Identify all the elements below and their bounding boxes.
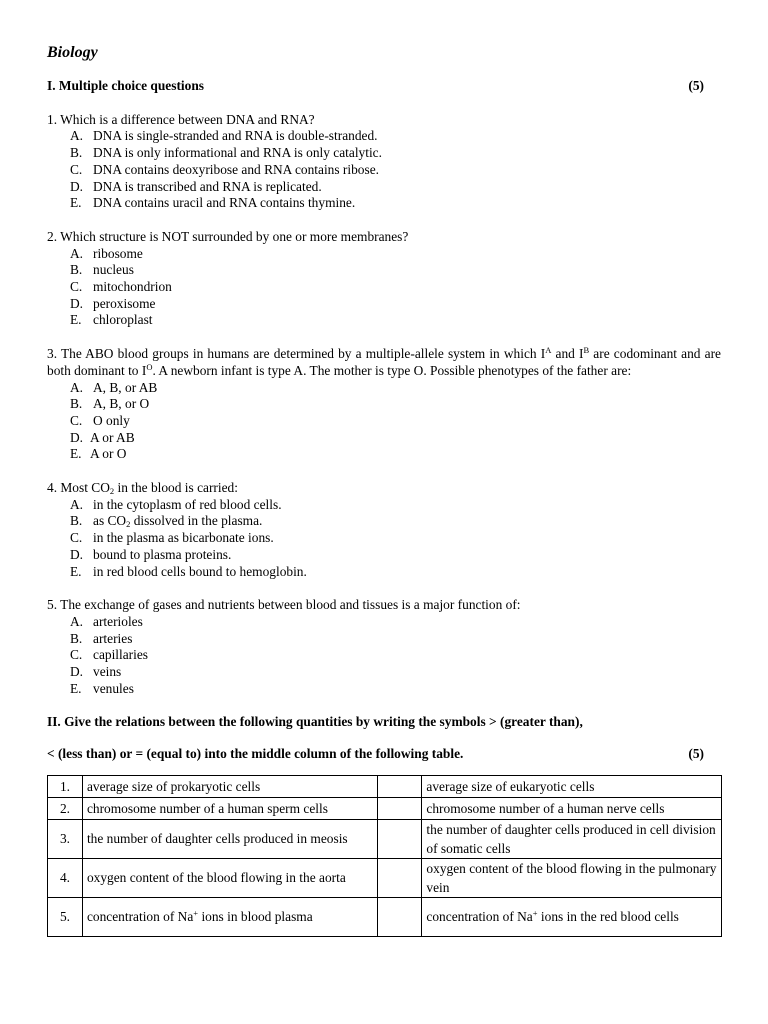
option-text: A or AB: [90, 429, 135, 445]
option-letter: B.: [70, 145, 83, 161]
text-segment: concentration of Na: [86, 909, 194, 925]
option-letter: E.: [70, 312, 82, 328]
table-row: [48, 897, 722, 936]
question-1-options: [47, 128, 721, 212]
left-quantity: oxygen content of the blood flowing in the aorta: [82, 858, 377, 897]
option-text: arterioles: [93, 613, 143, 629]
row-number: 1.: [48, 775, 83, 797]
option-text: A or O: [90, 446, 127, 462]
row-number: 5.: [48, 897, 83, 936]
left-quantity: [82, 897, 377, 936]
superscript: +: [532, 908, 538, 919]
option-letter: B.: [70, 630, 83, 646]
option-text: DNA is transcribed and RNA is replicated.: [93, 178, 322, 194]
question-4-options: [47, 497, 721, 581]
option-letter: D.: [70, 295, 84, 311]
option-letter: E.: [70, 195, 82, 211]
relation-answer-cell[interactable]: [377, 858, 422, 897]
right-quantity: oxygen content of the blood flowing in the pulmonary vein: [422, 858, 722, 897]
part2-heading-line2: [47, 746, 721, 763]
option-c: [70, 530, 721, 547]
text-segment: . A newborn infant is type A. The mother is type O. Possible phenotypes of the father are:: [152, 362, 632, 378]
table-row: [48, 819, 722, 858]
question-3-text: [47, 346, 721, 379]
text-segment: in the blood is carried:: [114, 480, 238, 496]
option-text: in the plasma as bicarbonate ions.: [93, 530, 274, 546]
option-letter: E.: [70, 563, 82, 579]
table-row: [48, 858, 722, 897]
right-quantity: [422, 897, 722, 936]
option-letter: D.: [70, 429, 84, 445]
option-c: [70, 413, 721, 430]
option-letter: A.: [70, 245, 84, 261]
option-letter: A.: [70, 613, 84, 629]
option-d: [70, 664, 721, 681]
option-text: bound to plasma proteins.: [93, 546, 232, 562]
left-quantity: average size of prokaryotic cells: [82, 775, 377, 797]
question-2-options: [47, 246, 721, 330]
question-5-options: [47, 614, 721, 698]
option-text: in the cytoplasm of red blood cells.: [93, 496, 282, 512]
option-text: DNA is only informational and RNA is only catalytic.: [93, 145, 382, 161]
option-text: A, B, or O: [93, 396, 150, 412]
part1-points: (5): [688, 78, 704, 93]
relations-table: [47, 775, 722, 937]
option-letter: E.: [70, 680, 82, 696]
option-text: A, B, or AB: [93, 379, 158, 395]
option-text: arteries: [93, 630, 133, 646]
option-letter: B.: [70, 262, 83, 278]
option-a: [70, 246, 721, 263]
option-e: [70, 564, 721, 581]
superscript: B: [583, 345, 590, 356]
option-text: DNA contains deoxyribose and RNA contains ribose.: [93, 161, 379, 177]
option-text: chloroplast: [93, 312, 153, 328]
text-segment: 4. Most CO: [47, 480, 110, 496]
left-quantity: chromosome number of a human sperm cells: [82, 797, 377, 819]
option-text: in red blood cells bound to hemoglobin.: [93, 563, 307, 579]
question-5: [47, 597, 721, 697]
option-text: nucleus: [93, 262, 134, 278]
question-1: [47, 112, 721, 212]
option-letter: D.: [70, 546, 84, 562]
option-e: [70, 446, 721, 463]
option-c: [70, 279, 721, 296]
right-quantity: chromosome number of a human nerve cells: [422, 797, 722, 819]
table-row: [48, 775, 722, 797]
question-2: [47, 229, 721, 329]
option-text: mitochondrion: [93, 279, 172, 295]
question-3-options: [47, 380, 721, 464]
question-2-text: 2. Which structure is NOT surrounded by one or more membranes?: [47, 228, 409, 244]
option-letter: B.: [70, 396, 83, 412]
text-segment: concentration of Na: [426, 909, 533, 925]
subscript: 2: [109, 486, 115, 497]
row-number: 4.: [48, 858, 83, 897]
option-text: [93, 513, 262, 530]
table-row: [48, 797, 722, 819]
option-text: venules: [93, 680, 134, 696]
part1-heading-text: I. Multiple choice questions: [47, 78, 204, 93]
text-segment: and I: [551, 346, 584, 362]
row-number: 2.: [48, 797, 83, 819]
option-letter: C.: [70, 412, 83, 428]
option-letter: C.: [70, 530, 83, 546]
option-e: [70, 195, 721, 212]
option-letter: A.: [70, 496, 84, 512]
option-a: [70, 380, 721, 397]
row-number: 3.: [48, 819, 83, 858]
option-text: veins: [93, 664, 122, 680]
option-b: [70, 513, 721, 530]
option-d: [70, 430, 721, 447]
option-letter: D.: [70, 178, 84, 194]
superscript: O: [146, 361, 153, 372]
question-5-text: 5. The exchange of gases and nutrients between blood and tissues is a major function of:: [47, 597, 521, 613]
option-letter: E.: [70, 446, 82, 462]
option-letter: A.: [70, 128, 84, 144]
part2-heading-text: < (less than) or = (equal to) into the middle column of the following table.: [47, 746, 464, 762]
option-text: DNA contains uracil and RNA contains thymine.: [93, 195, 356, 211]
option-text: O only: [93, 412, 130, 428]
question-1-text: 1. Which is a difference between DNA and RNA?: [47, 111, 315, 127]
option-letter: A.: [70, 379, 84, 395]
text-segment: are codominant and are both dominant to I: [47, 346, 722, 378]
relation-answer-cell[interactable]: [377, 819, 422, 858]
worksheet-page: [47, 42, 721, 937]
option-letter: C.: [70, 647, 83, 663]
option-b: [70, 631, 721, 648]
document-title: Biology: [47, 44, 98, 61]
option-letter: C.: [70, 279, 83, 295]
option-text: ribosome: [93, 245, 143, 261]
relation-answer-cell[interactable]: [377, 897, 422, 936]
superscript: A: [545, 345, 552, 356]
option-letter: B.: [70, 513, 83, 529]
text-segment: ions in the red blood cells: [537, 909, 679, 925]
text-segment: as CO: [93, 513, 127, 529]
relation-answer-cell[interactable]: [377, 797, 422, 819]
option-text: DNA is single-stranded and RNA is double-stranded.: [93, 128, 378, 144]
part2-points: (5): [688, 746, 704, 762]
subscript: 2: [126, 519, 131, 530]
text-segment: ions in blood plasma: [198, 909, 313, 925]
option-text: capillaries: [93, 647, 149, 663]
question-3: [47, 346, 721, 463]
question-4-text: [47, 480, 721, 497]
question-4: [47, 480, 721, 580]
option-d: [70, 547, 721, 564]
part1-heading: [47, 78, 721, 95]
part2-heading-line1: II. Give the relations between the following quantities by writing the symbols > (greater than),: [47, 713, 583, 729]
option-c: [70, 162, 721, 179]
option-d: [70, 296, 721, 313]
option-b: [70, 262, 721, 279]
option-d: [70, 179, 721, 196]
superscript: +: [193, 908, 199, 919]
left-quantity: the number of daughter cells produced in meosis: [82, 819, 377, 858]
right-quantity: the number of daughter cells produced in cell division of somatic cells: [422, 819, 722, 858]
option-e: [70, 681, 721, 698]
option-a: [70, 614, 721, 631]
option-e: [70, 312, 721, 329]
option-b: [70, 145, 721, 162]
option-a: [70, 128, 721, 145]
option-c: [70, 647, 721, 664]
option-letter: C.: [70, 161, 83, 177]
option-a: [70, 497, 721, 514]
text-segment: dissolved in the plasma.: [130, 513, 263, 529]
relation-answer-cell[interactable]: [377, 775, 422, 797]
option-letter: D.: [70, 664, 84, 680]
option-text: peroxisome: [93, 295, 156, 311]
option-b: [70, 396, 721, 413]
text-segment: 3. The ABO blood groups in humans are determined by a multiple-allele system in which I: [47, 346, 546, 362]
right-quantity: average size of eukaryotic cells: [422, 775, 722, 797]
